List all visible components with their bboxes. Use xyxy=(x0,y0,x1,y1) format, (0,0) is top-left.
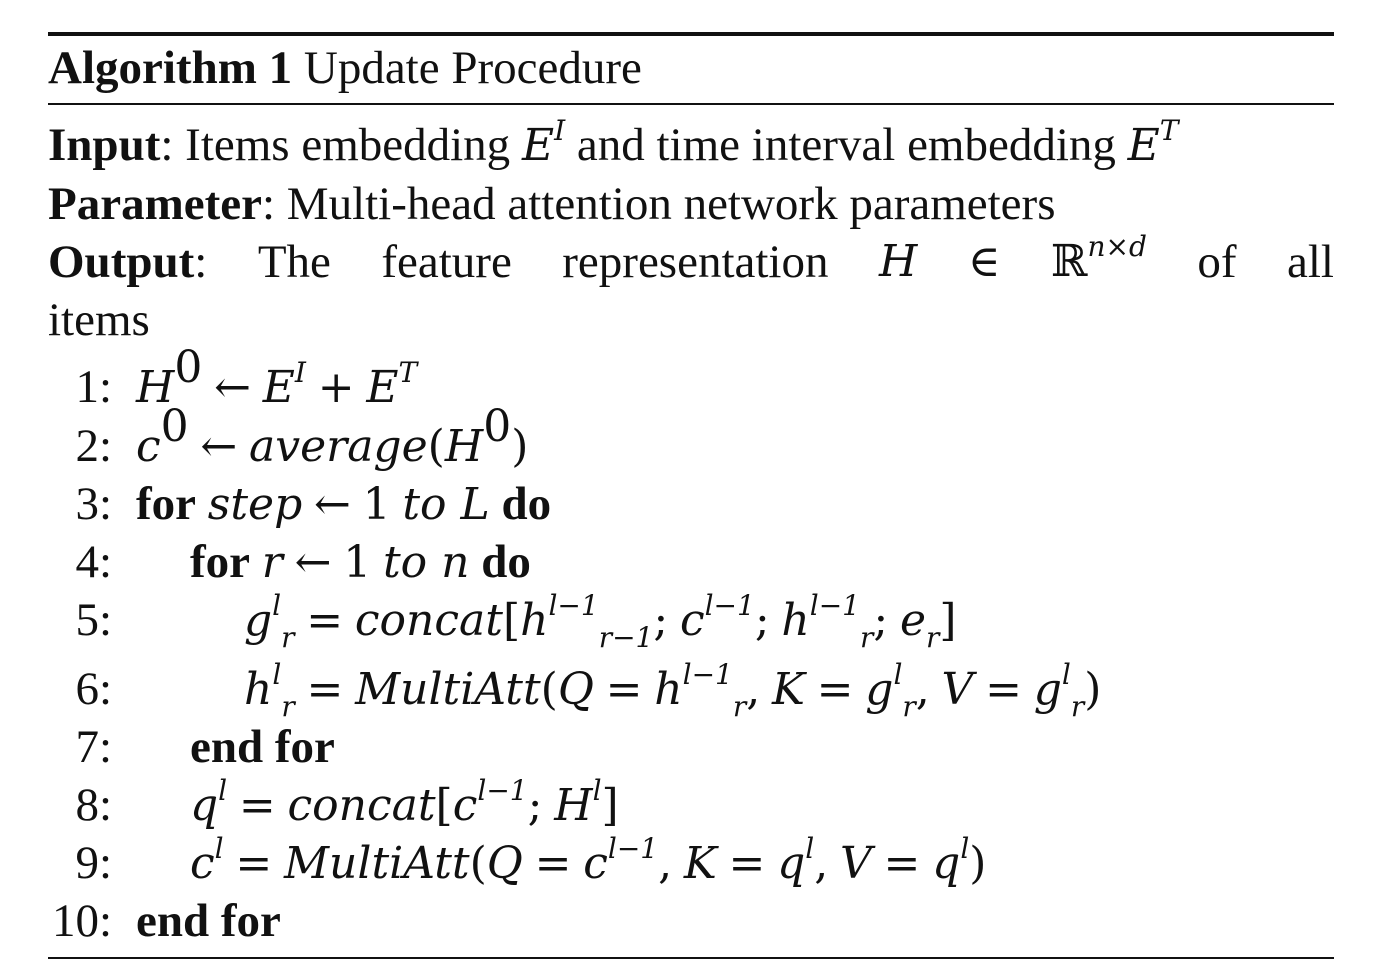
algorithm-title xyxy=(48,40,642,96)
title-rule xyxy=(48,103,1334,105)
step-1: 1: $H^0$ ← $E^I + E^T$ xyxy=(48,358,112,416)
end-for: end for xyxy=(136,895,281,947)
top-rule xyxy=(48,32,1334,36)
end-for: end for xyxy=(190,721,335,773)
algorithm-name: Update Procedure xyxy=(303,42,642,94)
step-number: 3: xyxy=(75,478,112,530)
parameter-key: Parameter xyxy=(48,178,262,230)
output-line-wrap: items xyxy=(48,294,150,346)
step-number: 4: xyxy=(75,536,112,588)
algorithm-label: Algorithm 1 xyxy=(48,42,293,94)
step-6: 6: $h^l_r$ = MultiAtt(Q = $h^{l-1}_r$, $K = g^l_r$, $V = g^l_r$) xyxy=(48,660,112,718)
step-number: 5: xyxy=(75,594,112,646)
output-key: Output xyxy=(48,236,195,288)
step-9: 9: $c^l$ = MultiAtt(Q = $c^{l-1}$, $K = q^l$, $V = q^l$) xyxy=(48,834,112,892)
input-key: Input xyxy=(48,119,161,171)
step-3: 3: for step ← 1 to L do xyxy=(48,475,112,533)
step-4: 4: for r ← 1 to n do xyxy=(48,533,112,591)
step-number: 7: xyxy=(75,721,112,773)
step-number: 9: xyxy=(75,837,112,889)
bottom-rule xyxy=(48,957,1334,959)
step-2: 2: $c^0$ ← $average(H^0)$ xyxy=(48,417,112,475)
step-5: 5: $g^l_r$ = $concat[h^{l-1}_{r-1}$; $c^{l-1}$; $h^{l-1}_r$; $e_r$] xyxy=(48,591,112,649)
step-number: 2: xyxy=(75,420,112,472)
parameter-line: Parameter: Multi-head attention network parameters xyxy=(48,178,1056,230)
step-number: 10: xyxy=(51,895,112,947)
step-number: 1: xyxy=(75,361,112,413)
input-line: Input: Items embedding $E^I$ and time interval embedding $E^T$ xyxy=(48,114,1179,171)
step-number: 8: xyxy=(75,779,112,831)
step-number: 6: xyxy=(75,663,112,715)
step-8: 8: $q^l$ = $concat[c^{l-1}$; $H^l$] xyxy=(48,776,112,834)
output-line: Output: The feature representation H ∈ ℝ$^{n\times d}$ of all xyxy=(48,230,1334,288)
step-10 xyxy=(48,892,281,950)
step-7 xyxy=(48,718,335,776)
